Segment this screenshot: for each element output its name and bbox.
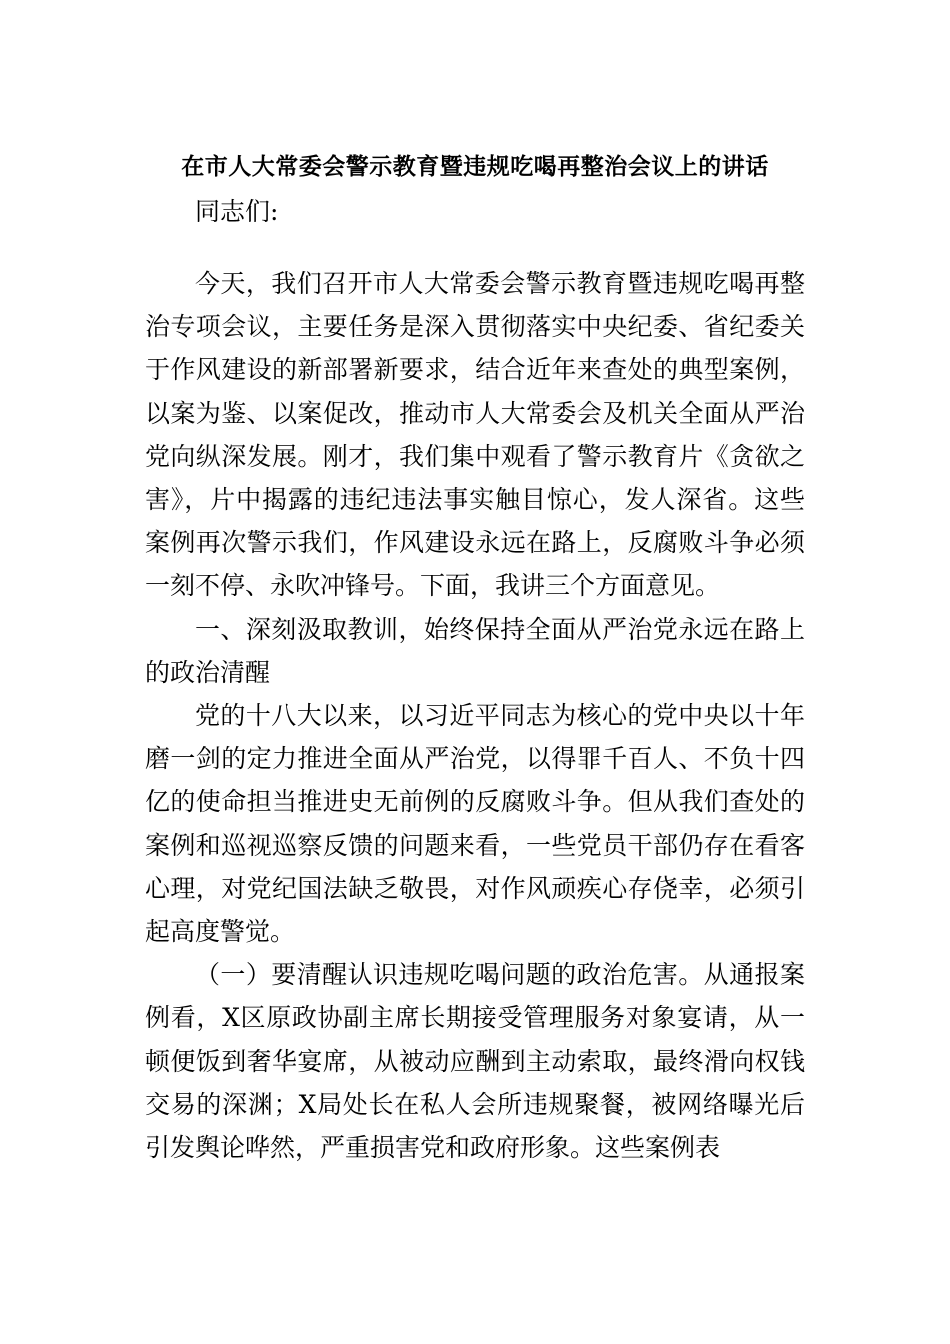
paragraph-context: 党的十八大以来，以习近平同志为核心的党中央以十年磨一剑的定力推进全面从严治党，以得罪千百人、不负十四亿的使命担当推进史无前例的反腐败斗争。但从我们查处的案例和巡视巡察反馈的问题来看，一些党员干部仍存在看客心理，对党纪国法缺乏敬畏，对作风顽疾心存侥幸，必须引起高度警觉。 <box>145 701 805 947</box>
salutation: 同志们: <box>195 197 279 226</box>
paragraph-intro: 今天，我们召开市人大常委会警示教育暨违规吃喝再整治专项会议，主要任务是深入贯彻落实中央纪委、省纪委关于作风建设的新部署新要求，结合近年来查处的典型案例，以案为鉴、以案促改，推动市人大常委会及机关全面从严治党向纵深发展。刚才，我们集中观看了警示教育片《贪欲之害》，片中揭露的违纪违法事实触目惊心，发人深省。这些案例再次警示我们，作风建设永远在路上，反腐败斗争必须一刻不停、永吹冲锋号。下面，我讲三个方面意见。 <box>145 269 805 601</box>
subsection-1: （一）要清醒认识违规吃喝问题的政治危害。从通报案例看，X区原政协副主席长期接受管理服务对象宴请，从一顿便饭到奢华宴席，从被动应酬到主动索取，最终滑向权钱交易的深渊；X局处长在私人会所违规聚餐，被网络曝光后引发舆论哗然，严重损害党和政府形象。这些案例表 <box>145 960 805 1163</box>
section-heading-1: 一、深刻汲取教训，始终保持全面从严治党永远在路上的政治清醒 <box>145 614 805 687</box>
document-body <box>145 262 805 1169</box>
document-title: 在市人大常委会警示教育暨违规吃喝再整治会议上的讲话 <box>181 153 769 180</box>
